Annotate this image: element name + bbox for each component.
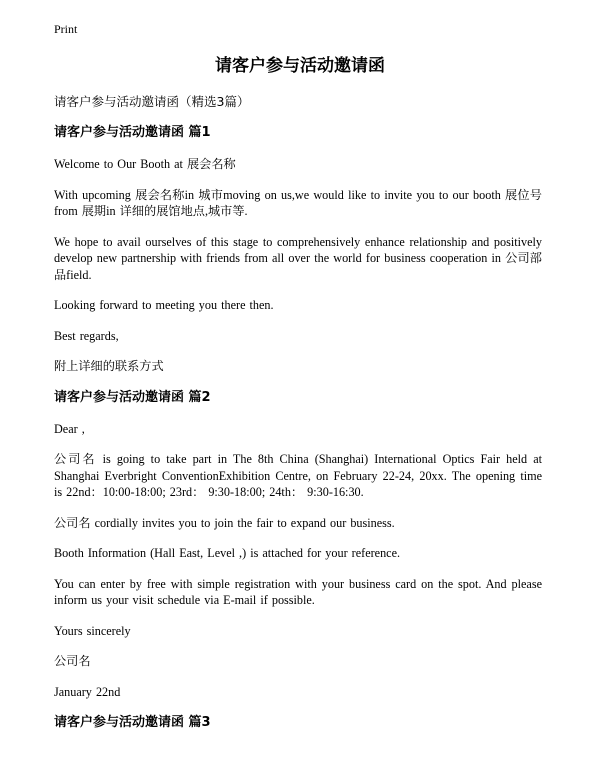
paragraph-body: You can enter by free with simple registration with your business card on the spot. And please inform us your visit schedule via E-mail if possible. [54, 576, 542, 607]
section-2 [54, 389, 542, 701]
print-link[interactable]: Print [54, 22, 78, 36]
paragraph-signature: 公司名 [54, 654, 91, 668]
paragraph-body: 公司名 cordially invites you to join the fair to expand our business. [54, 515, 395, 530]
paragraph-contact-note: 附上详细的联系方式 [54, 359, 164, 373]
document-title: 请客户参与活动邀请函 [215, 56, 385, 76]
document-subtitle: 请客户参与活动邀请函（精选3篇） [54, 94, 250, 109]
paragraph-closing: Best regards, [54, 328, 119, 343]
paragraph-body: 公司名 is going to take part in The 8th China (Shanghai) International Optics Fair held at Shanghai Everbright ConventionExhibition Centre, on February 22-24, 20xx. The opening time is 22nd：10:00-18:00; 23rd： 9:30-18:00; 24th： 9:30-16:30. [54, 452, 542, 499]
paragraph-body: Looking forward to meeting you there then. [54, 298, 274, 312]
paragraph-body: Booth Information (Hall East, Level ,) is attached for your reference. [54, 546, 401, 560]
section-1 [54, 124, 542, 375]
paragraph-salutation: Dear , [54, 421, 85, 436]
document-body [54, 93, 542, 746]
paragraph-body: With upcoming 展会名称in 城市moving on us,we would like to invite you to our booth 展位号from 展期in 详细的展馆地点,城市等. [54, 187, 542, 218]
paragraph-closing: Yours sincerely [54, 623, 131, 638]
paragraph-greeting: Welcome to Our Booth at 展会名称 [54, 157, 236, 171]
section-heading: 请客户参与活动邀请函 篇3 [54, 715, 211, 730]
paragraph-date: January 22nd [54, 684, 121, 699]
section-3 [54, 714, 542, 732]
section-heading: 请客户参与活动邀请函 篇1 [54, 125, 211, 140]
paragraph-body: We hope to avail ourselves of this stage to comprehensively enhance relationship and positively develop new partnership with friends from all over the world for business cooperation in 公司部品field. [54, 234, 542, 282]
section-heading: 请客户参与活动邀请函 篇2 [54, 389, 211, 405]
